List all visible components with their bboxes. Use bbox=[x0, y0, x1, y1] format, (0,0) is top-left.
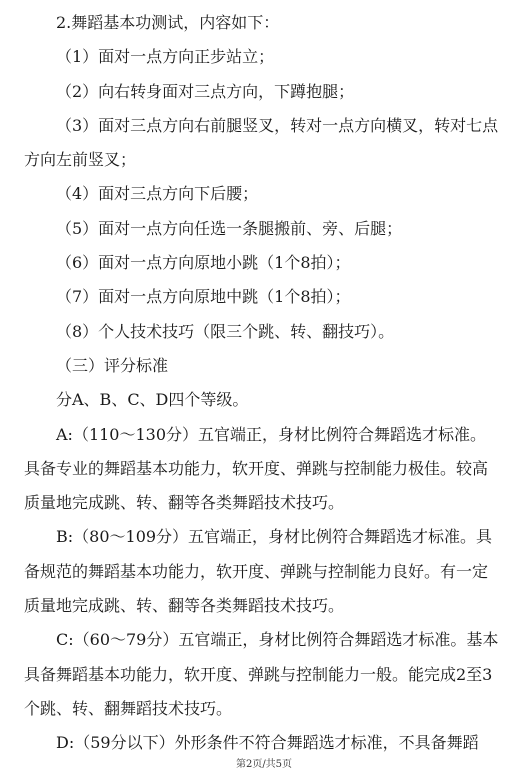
paragraph-item-8: （8）个人技术技巧（限三个跳、转、翻技巧）。 bbox=[56, 321, 395, 341]
paragraph-grade-levels: 分A、B、C、D四个等级。 bbox=[56, 390, 249, 410]
section-heading-scoring: （三）评分标准 bbox=[56, 355, 169, 375]
paragraph-grade-b: B:（80～109分）五官端正，身材比例符合舞蹈选才标准。具备规范的舞蹈基本功能力，软开度、弹跳与控制能力良好。有一定质量地完成跳、转、翻等各类舞蹈技术技巧。 bbox=[24, 527, 493, 616]
paragraph-grade-d: D:（59分以下）外形条件不符合舞蹈选才标准，不具备舞蹈 bbox=[56, 733, 479, 753]
page-number-footer: 第2页/共5页 bbox=[235, 759, 293, 770]
paragraph-item-1: （1）面对一点方向正步站立； bbox=[56, 47, 275, 67]
paragraph-grade-a: A:（110～130分）五官端正，身材比例符合舞蹈选才标准。具备专业的舞蹈基本功能力，软开度、弹跳与控制能力极佳。较高质量地完成跳、转、翻等各类舞蹈技术技巧。 bbox=[24, 424, 489, 513]
paragraph-item-3: （3）面对三点方向右前腿竖叉，转对一点方向横叉，转对七点方向左前竖叉； bbox=[24, 115, 499, 170]
paragraph-grade-c: C:（60～79分）五官端正，身材比例符合舞蹈选才标准。基本具备舞蹈基本功能力，软开度、弹跳与控制能力一般。能完成2至3个跳、转、翻舞蹈技术技巧。 bbox=[24, 630, 499, 718]
paragraph-item-6: （6）面对一点方向原地小跳（1个8拍）； bbox=[56, 253, 351, 273]
paragraph-item-2: （2）向右转身面对三点方向，下蹲抱腿； bbox=[56, 81, 355, 101]
paragraph-item-4: （4）面对三点方向下后腰； bbox=[56, 184, 259, 204]
paragraph-item-7: （7）面对一点方向原地中跳（1个8拍）； bbox=[56, 287, 351, 307]
paragraph-item-5: （5）面对一点方向任选一条腿搬前、旁、后腿； bbox=[56, 218, 403, 238]
paragraph-dance-test-heading: 2.舞蹈基本功测试，内容如下： bbox=[56, 13, 280, 32]
